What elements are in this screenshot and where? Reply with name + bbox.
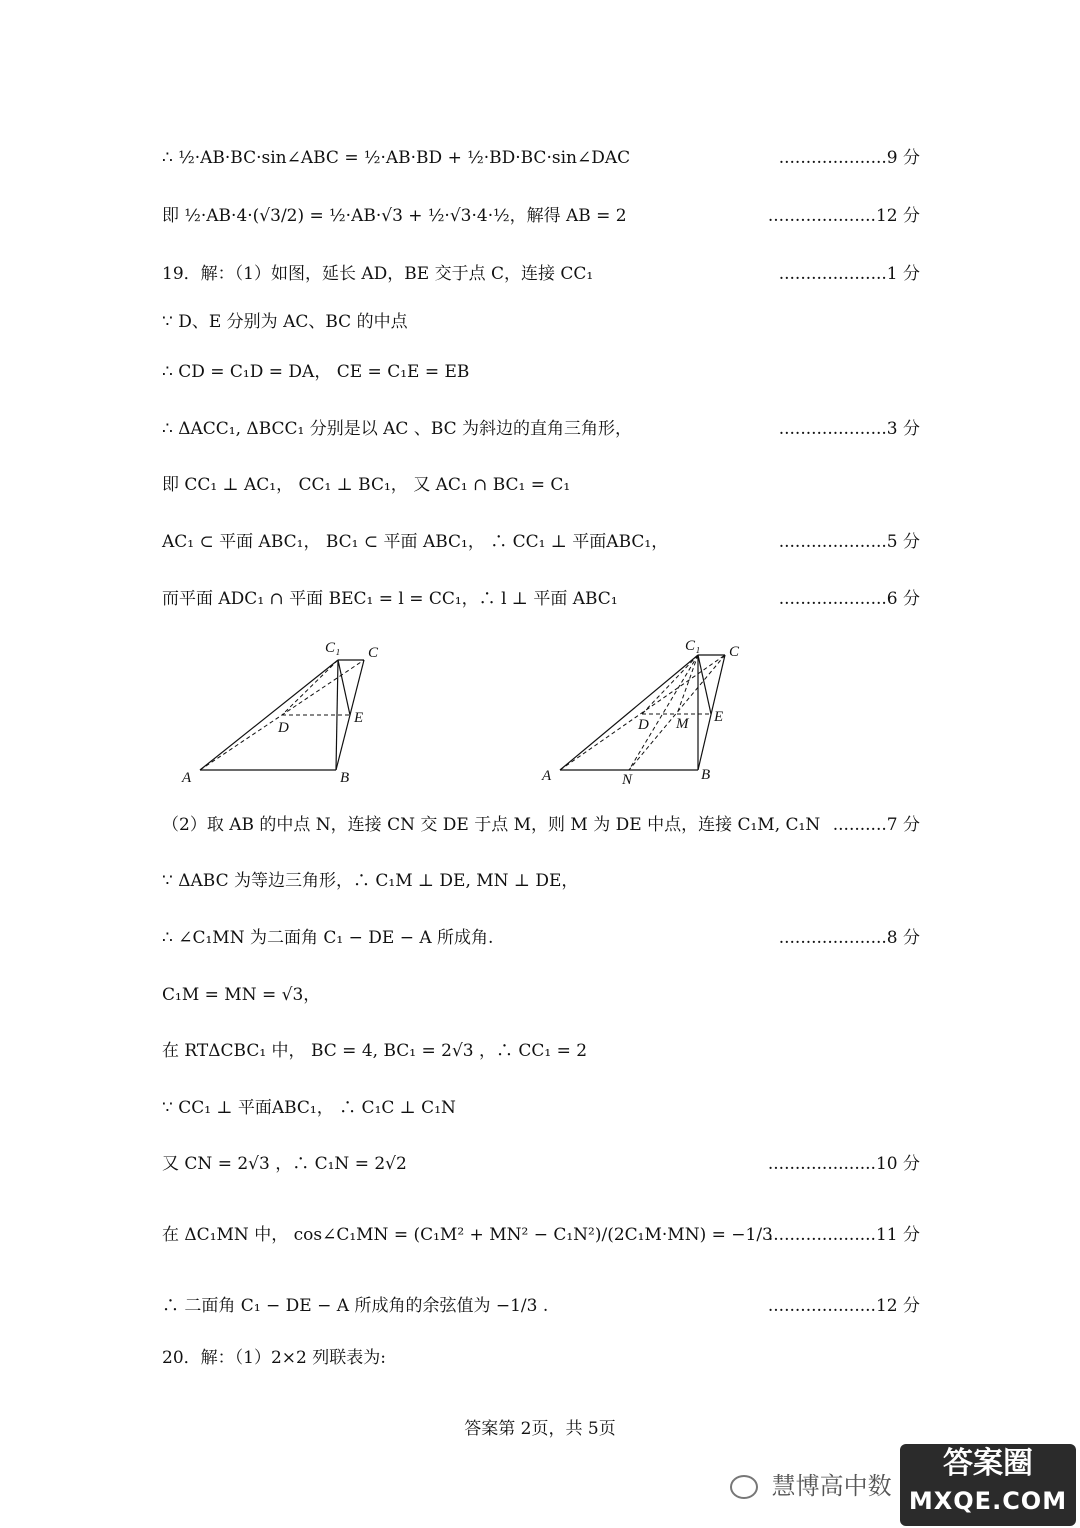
edge-c1-e — [338, 660, 350, 715]
line-text: 在 ΔC₁MN 中， cos∠C₁MN = (C₁M² + MN² − C₁N²)/(2C₁M·MN) = −1/3 — [162, 1225, 773, 1245]
line-text: 又 CN = 2√3 ，∴ C₁N = 2√2 — [162, 1154, 407, 1174]
dashed-c1-d — [282, 660, 338, 715]
pyramid-figure-1 — [170, 630, 420, 790]
score-mark: ....................12 分 — [767, 206, 920, 226]
watermark-left-text: 慧博高中数 — [771, 1472, 892, 1500]
score-mark: ....................6 分 — [778, 589, 920, 609]
label-e: E — [354, 710, 364, 726]
wechat-icon — [730, 1475, 758, 1499]
pyramid-figure-2 — [540, 630, 790, 795]
dashed-a-c — [560, 655, 725, 770]
score-mark: ....................12 分 — [767, 1296, 920, 1316]
line-text: （2）取 AB 的中点 N，连接 CN 交 DE 于点 M，则 M 为 DE 中点，连接 C₁M, C₁N — [162, 815, 821, 835]
label-b: B — [340, 770, 350, 786]
score-mark: ....................1 分 — [778, 264, 920, 284]
score-mark: ....................8 分 — [778, 928, 920, 948]
line-text: 19．解：（1）如图，延长 AD，BE 交于点 C，连接 CC₁ — [162, 264, 594, 284]
label-c1: C₁ — [685, 638, 701, 654]
line-text: ∴ ΔACC₁, ΔBCC₁ 分别是以 AC 、BC 为斜边的直角三角形， — [162, 419, 633, 439]
watermark-logo — [900, 1444, 1076, 1526]
score-mark: ..........7 分 — [832, 815, 920, 835]
watermark-site-text: MXQE.COM — [908, 1487, 1068, 1515]
line-text: ∵ D、E 分别为 AC、BC 的中点 — [162, 312, 408, 332]
line-text: ∵ CC₁ ⊥ 平面ABC₁， ∴ C₁C ⊥ C₁N — [162, 1098, 456, 1118]
line-text: AC₁ ⊂ 平面 ABC₁， BC₁ ⊂ 平面 ABC₁， ∴ CC₁ ⊥ 平面ABC₁， — [162, 532, 669, 552]
label-d: D — [638, 717, 649, 733]
line-text: ∴ 二面角 C₁ − DE − A 所成角的余弦值为 −1/3 . — [162, 1296, 549, 1316]
label-c: C — [729, 644, 740, 660]
line-text: 即 ½·AB·4·(√3/2) = ½·AB·√3 + ½·√3·4·½，解得 AB = 2 — [162, 206, 627, 226]
label-c1: C₁ — [325, 640, 341, 656]
page-footer: 答案第 2页，共 5页 — [464, 1419, 616, 1439]
label-a: A — [182, 770, 192, 786]
score-mark: ....................5 分 — [778, 532, 920, 552]
dashed-c1-n — [629, 655, 698, 770]
score-mark: ....................10 分 — [767, 1154, 920, 1174]
line-text: ∵ ΔABC 为等边三角形，∴ C₁M ⊥ DE, MN ⊥ DE， — [162, 871, 579, 891]
score-mark: ....................9 分 — [778, 148, 920, 168]
label-d: D — [278, 720, 289, 736]
score-mark: ....................3 分 — [778, 419, 920, 439]
edge-b-c1 — [336, 660, 338, 770]
label-c: C — [368, 645, 379, 661]
line-text: 而平面 ADC₁ ∩ 平面 BEC₁ = l = CC₁，∴ l ⊥ 平面 ABC₁ — [162, 589, 618, 609]
watermark-logo-text: 答案圈 — [943, 1446, 1033, 1481]
label-b: B — [701, 767, 711, 783]
label-e: E — [714, 709, 724, 725]
line-text: 即 CC₁ ⊥ AC₁， CC₁ ⊥ BC₁， 又 AC₁ ∩ BC₁ = C₁ — [162, 475, 571, 495]
line-text: ∴ ½·AB·BC·sin∠ABC = ½·AB·BD + ½·BD·BC·sin∠DAC — [162, 148, 631, 168]
score-mark: ....................11 分 — [767, 1225, 920, 1245]
watermark-left — [730, 1466, 892, 1501]
dashed-c1-d — [642, 655, 698, 714]
line-text: ∴ CD = C₁D = DA， CE = C₁E = EB — [162, 362, 470, 382]
label-n: N — [622, 772, 633, 788]
line-text: C₁M = MN = √3， — [162, 985, 321, 1005]
label-m: M — [676, 716, 689, 732]
edge-a-c1 — [560, 655, 698, 770]
line-text: 在 RTΔCBC₁ 中， BC = 4, BC₁ = 2√3 ，∴ CC₁ = 2 — [162, 1041, 588, 1061]
line-text: 20．解：（1）2×2 列联表为: — [162, 1348, 386, 1368]
label-a: A — [542, 768, 552, 784]
line-text: ∴ ∠C₁MN 为二面角 C₁ − DE − A 所成角. — [162, 928, 494, 948]
